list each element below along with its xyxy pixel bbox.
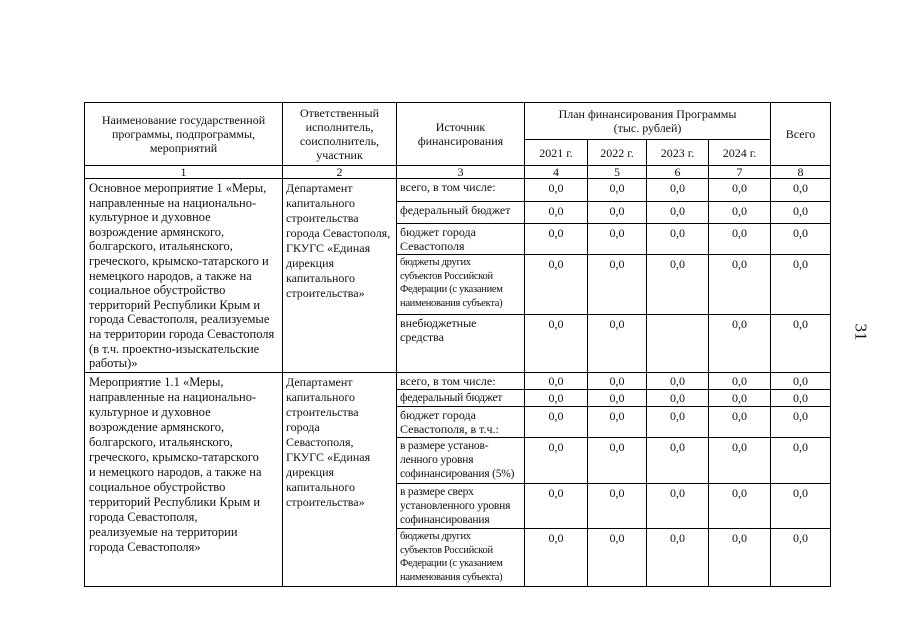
column-number: 8 (771, 166, 831, 179)
value-2024: 0,0 (709, 407, 771, 438)
column-number: 2 (283, 166, 397, 179)
value-total: 0,0 (771, 202, 831, 224)
funding-source: бюджет города Севастополя (397, 224, 525, 255)
value-2021: 0,0 (525, 529, 588, 587)
funding-source: бюджеты других субъектов Российской Федерации (с указанием наименования субъекта) (397, 529, 525, 587)
value-total: 0,0 (771, 438, 831, 484)
header-year-2024: 2024 г. (709, 140, 771, 166)
value-2023: 0,0 (647, 373, 709, 390)
header-funding-source: Источник финансирования (397, 103, 525, 166)
funding-source: всего, в том числе: (397, 179, 525, 202)
value-2021: 0,0 (525, 438, 588, 484)
value-2023: 0,0 (647, 179, 709, 202)
column-number: 5 (588, 166, 647, 179)
value-total: 0,0 (771, 373, 831, 390)
value-2022: 0,0 (588, 373, 647, 390)
value-2024: 0,0 (709, 255, 771, 315)
value-total: 0,0 (771, 390, 831, 407)
value-2024: 0,0 (709, 529, 771, 587)
value-2024: 0,0 (709, 179, 771, 202)
value-2022: 0,0 (588, 255, 647, 315)
value-2024: 0,0 (709, 438, 771, 484)
value-2021: 0,0 (525, 315, 588, 373)
section-responsible: Департамент капитального строительства города Севастополя, ГКУГС «Единая дирекция капитального строительства» (283, 373, 397, 587)
funding-source: всего, в том числе: (397, 373, 525, 390)
column-number: 7 (709, 166, 771, 179)
value-2023: 0,0 (647, 202, 709, 224)
funding-source: федеральный бюджет (397, 390, 525, 407)
value-total: 0,0 (771, 224, 831, 255)
value-2022: 0,0 (588, 315, 647, 373)
value-2022: 0,0 (588, 179, 647, 202)
header-year-2022: 2022 г. (588, 140, 647, 166)
value-total: 0,0 (771, 407, 831, 438)
value-2024: 0,0 (709, 484, 771, 529)
value-2023: 0,0 (647, 390, 709, 407)
value-2024: 0,0 (709, 202, 771, 224)
value-2024: 0,0 (709, 373, 771, 390)
header-program-name: Наименование государственной программы, подпрограммы, мероприятий (85, 103, 283, 166)
value-2023: 0,0 (647, 529, 709, 587)
value-2022: 0,0 (588, 438, 647, 484)
value-2022: 0,0 (588, 224, 647, 255)
header-responsible: Ответственный исполнитель, соисполнитель, участник (283, 103, 397, 166)
section-program-name: Мероприятие 1.1 «Меры, направленные на национально- культурное и духовное возрождение армянского, болгарского, итальянского, греческого, крымско-татарского и немецкого народов, а также на социальное обустройство территорий Республики Крым и города Севастополя, реализуемые на территории города Севастополя» (85, 373, 283, 587)
value-2021: 0,0 (525, 390, 588, 407)
value-2022: 0,0 (588, 407, 647, 438)
funding-source: внебюджетные средства (397, 315, 525, 373)
value-total: 0,0 (771, 529, 831, 587)
header-total: Всего (771, 103, 831, 166)
section-responsible: Департамент капитального строительства города Севастополя, ГКУГС «Единая дирекция капитального строительства» (283, 179, 397, 373)
value-total: 0,0 (771, 179, 831, 202)
value-2023: 0,0 (647, 407, 709, 438)
table-row (85, 373, 831, 390)
funding-source: бюджет города Севастополя, в т.ч.: (397, 407, 525, 438)
funding-source: бюджеты других субъектов Российской Федерации (с указанием наименования субъекта) (397, 255, 525, 315)
value-2022: 0,0 (588, 529, 647, 587)
funding-source: федеральный бюджет (397, 202, 525, 224)
value-2023: 0,0 (647, 224, 709, 255)
value-2023 (647, 315, 709, 373)
column-numbers-row (85, 166, 831, 179)
value-total: 0,0 (771, 315, 831, 373)
header-year-2021: 2021 г. (525, 140, 588, 166)
column-number: 6 (647, 166, 709, 179)
value-2021: 0,0 (525, 202, 588, 224)
value-2021: 0,0 (525, 255, 588, 315)
value-total: 0,0 (771, 484, 831, 529)
page-number: 31 (851, 323, 871, 341)
value-2023: 0,0 (647, 438, 709, 484)
value-2023: 0,0 (647, 484, 709, 529)
value-2022: 0,0 (588, 484, 647, 529)
column-number: 1 (85, 166, 283, 179)
header-row (85, 103, 831, 140)
value-2023: 0,0 (647, 255, 709, 315)
header-funding-plan: План финансирования Программы (тыс. рублей) (525, 103, 771, 140)
value-2022: 0,0 (588, 202, 647, 224)
column-number: 4 (525, 166, 588, 179)
funding-source: в размере установ- ленного уровня софинансирования (5%) (397, 438, 525, 484)
value-2021: 0,0 (525, 484, 588, 529)
value-2024: 0,0 (709, 224, 771, 255)
section-program-name: Основное мероприятие 1 «Меры, направленные на национально- культурное и духовное возрождение армянского, болгарского, итальянского, греческого, крымско-татарского и немецкого народов, а также на социальное обустройство территорий Республики Крым и города Севастополя, реализуемые на территории города Севастополя (в т.ч. проектно-изыскательские работы)» (85, 179, 283, 373)
header-year-2023: 2023 г. (647, 140, 709, 166)
value-2021: 0,0 (525, 224, 588, 255)
value-total: 0,0 (771, 255, 831, 315)
table-row (85, 179, 831, 202)
value-2021: 0,0 (525, 407, 588, 438)
funding-source: в размере сверх установленного уровня софинансирования (397, 484, 525, 529)
value-2022: 0,0 (588, 390, 647, 407)
value-2021: 0,0 (525, 179, 588, 202)
column-number: 3 (397, 166, 525, 179)
value-2024: 0,0 (709, 390, 771, 407)
financing-table (84, 102, 831, 587)
value-2024: 0,0 (709, 315, 771, 373)
value-2021: 0,0 (525, 373, 588, 390)
